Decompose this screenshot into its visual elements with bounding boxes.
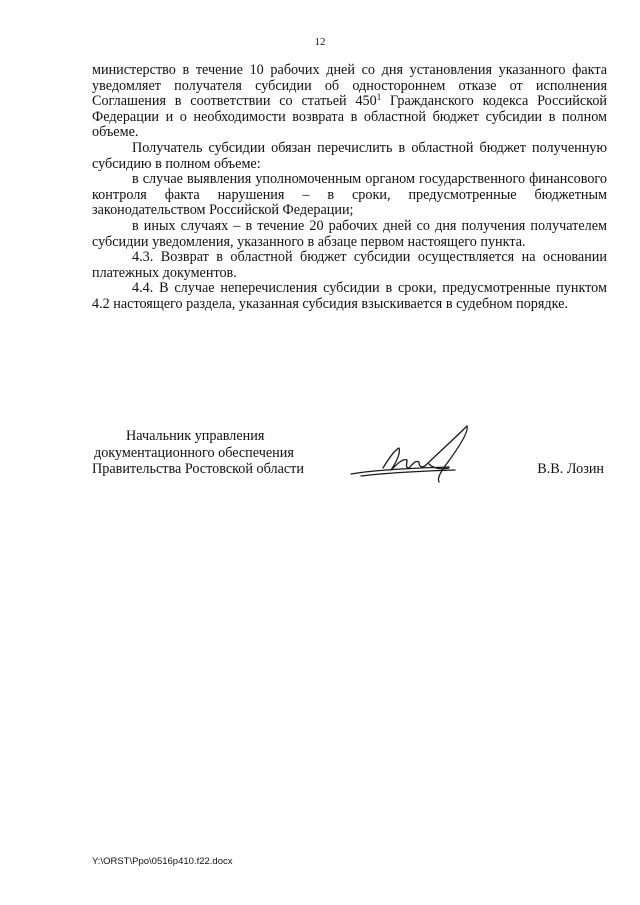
handwritten-signature [345,420,505,490]
paragraph: 4.3. Возврат в областной бюджет субсидии осуществляется на основании платежных документов. [92,249,607,281]
footer-file-path: Y:\ORST\Ppo\0516p410.f22.docx [92,856,233,867]
signer-name: В.В. Лозин [537,461,604,477]
document-body [92,63,607,313]
paragraph-continuation: министерство в течение 10 рабочих дней со дня установления указанного факта уведомляет получателя субсидии об одностороннем отказе от исполнения Соглашения в соответствии со статьей $450^1$ Гражданского кодекса Российской Федерации и о необходимости возврата в областной бюджет субсидии в полном объеме. [92,62,607,141]
paragraph: Получатель субсидии обязан перечислить в областной бюджет полученную субсидию в полном объеме: [92,139,607,172]
paragraph: в иных случаях – в течение 20 рабочих дней со дня получения получателем субсидии уведомления, указанного в абзаце первом настоящего пункта. [92,217,607,250]
superscript: 1 [376,92,382,103]
signer-position: Начальник управления документационного обеспечения Правительства Ростовской области [92,428,304,477]
signature-block [92,428,612,498]
paragraph: 4.4. В случае неперечисления субсидии в сроки, предусмотренные пунктом 4.2 настоящего раздела, указанная субсидия взыскивается в судебном порядке. [92,280,607,312]
page-number: 12 [314,36,326,48]
paragraph: в случае выявления уполномоченным органом государственного финансового контроля факта нарушения – в сроки, предусмотренные бюджетным законодательством Российской Федерации; [92,171,607,219]
